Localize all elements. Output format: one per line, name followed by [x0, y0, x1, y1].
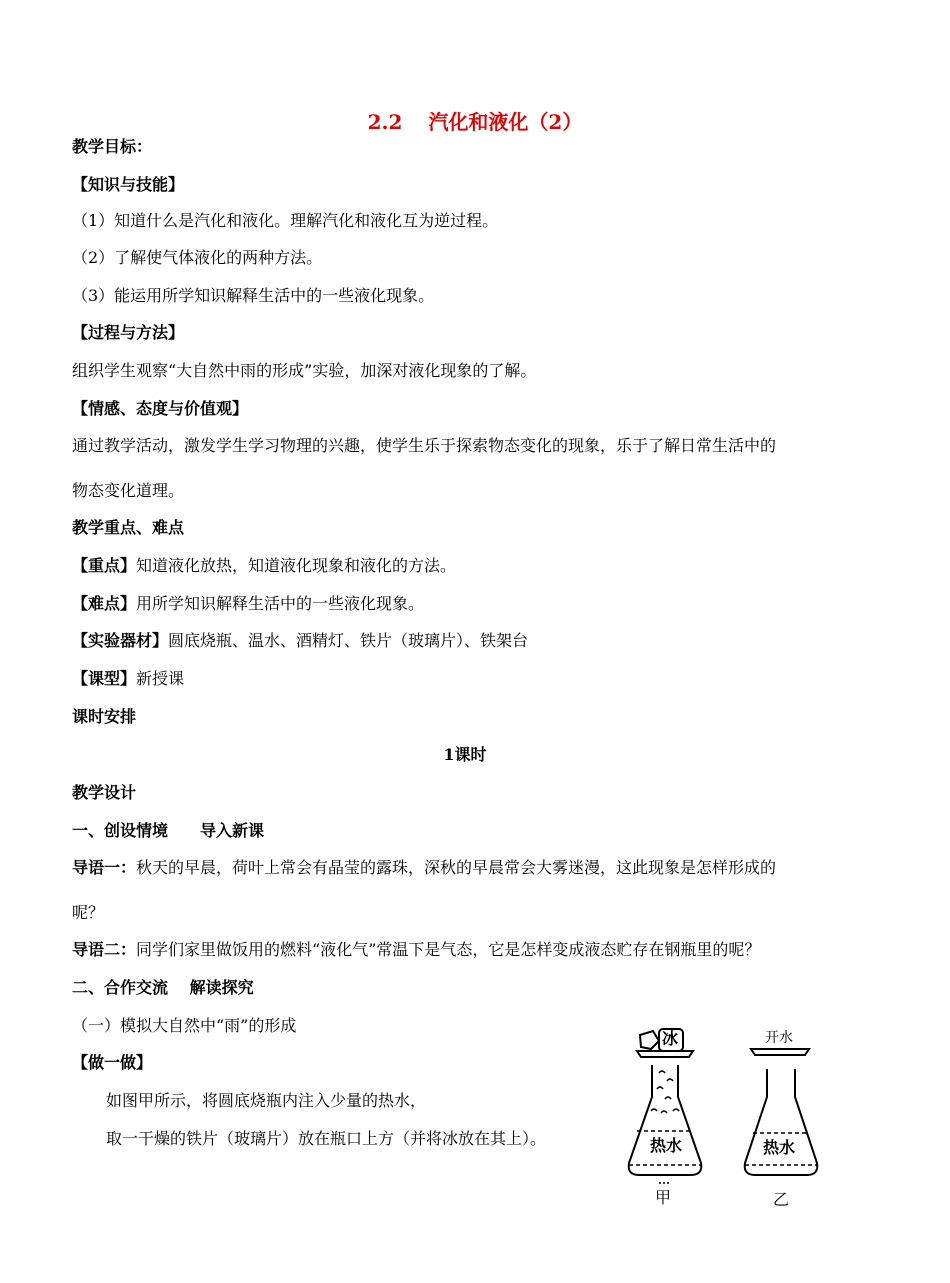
equipment-text: 圆底烧瓶、温水、酒精灯、铁片（玻璃片）、铁架台 — [168, 631, 529, 650]
difficulty-row — [72, 593, 424, 615]
flask-b-liquid-label: 热水 — [763, 1138, 796, 1157]
focus-row — [72, 555, 456, 577]
equipment-label: 【实验器材】 — [72, 631, 169, 650]
section-1-heading: 一、创设情境 导入新课 — [72, 821, 265, 840]
flask-b-top-label: 开水 — [765, 1030, 793, 1046]
difficulty-label: 【难点】 — [72, 594, 137, 613]
knowledge-heading: 【知识与技能】 — [72, 175, 185, 194]
title-text: 汽化和液化（2） — [428, 110, 583, 134]
intro-2-row — [72, 939, 760, 961]
objectives-heading: 教学目标： — [72, 137, 153, 156]
title-number: 2.2 — [367, 110, 403, 134]
flask-a-body — [629, 1065, 702, 1175]
equipment-row — [72, 630, 528, 652]
flask-b-caption: 乙 — [773, 1190, 790, 1209]
ice-block — [640, 1031, 659, 1049]
section-2-heading: 二、合作交流 解读探究 — [72, 978, 254, 997]
do-heading: 【做一做】 — [72, 1053, 153, 1072]
intro-1-label: 导语一： — [72, 858, 137, 877]
type-label: 【课型】 — [72, 669, 137, 688]
intro-2-text: 同学们家里做饭用的燃料“液化气”常温下是气态，它是怎样变成液态贮存在钢瓶里的呢？ — [136, 940, 761, 959]
key-points-heading: 教学重点、难点 — [72, 518, 185, 537]
knowledge-item-2: （2）了解使气体液化的两种方法。 — [72, 248, 323, 267]
flask-a — [629, 1029, 702, 1183]
do-line-2: 取一干燥的铁片（玻璃片）放在瓶口上方（并将冰放在其上）。 — [106, 1129, 547, 1148]
emotion-heading: 【情感、态度与价值观】 — [72, 399, 249, 418]
flasks-illustration — [615, 1025, 835, 1215]
design-heading: 教学设计 — [72, 783, 137, 802]
flask-a-caption: 甲 — [655, 1188, 672, 1207]
subsection-1: （一）模拟大自然中“雨”的形成 — [72, 1016, 297, 1035]
boiling-water-plate — [751, 1049, 809, 1055]
flask-a-top-label: 冰 — [662, 1029, 679, 1048]
process-heading: 【过程与方法】 — [72, 323, 185, 342]
emotion-text-line2: 物态变化道理。 — [72, 481, 185, 500]
schedule-heading: 课时安排 — [72, 707, 137, 726]
knowledge-item-3: （3）能运用所学知识解释生活中的一些液化现象。 — [72, 286, 435, 305]
emotion-text-line1: 通过教学活动，激发学生学习物理的兴趣，使学生乐于探索物态变化的现象，乐于了解日常生活中的 — [72, 436, 777, 455]
do-line-1: 如图甲所示，将圆底烧瓶内注入少量的热水， — [106, 1091, 427, 1110]
flask-a-liquid-label: 热水 — [650, 1136, 683, 1155]
intro-1-text: 秋天的早晨，荷叶上常会有晶莹的露珠，深秋的早晨常会大雾迷漫，这此现象是怎样形成的 — [136, 858, 777, 877]
focus-label: 【重点】 — [72, 556, 137, 575]
focus-text: 知道液化放热，知道液化现象和液化的方法。 — [136, 556, 457, 575]
intro-1-row — [72, 857, 776, 879]
page-title — [0, 106, 950, 135]
type-text: 新授课 — [136, 669, 185, 688]
schedule-value: 1课时 — [443, 745, 487, 764]
type-row — [72, 668, 184, 690]
process-text: 组织学生观察“大自然中雨的形成”实验，加深对液化现象的了解。 — [72, 361, 537, 380]
experiment-figure — [615, 1025, 835, 1215]
difficulty-text: 用所学知识解释生活中的一些液化现象。 — [136, 594, 425, 613]
flask-b-body — [745, 1069, 818, 1175]
intro-1-line2: 呢？ — [72, 903, 105, 922]
iron-plate — [637, 1051, 693, 1057]
knowledge-item-1: （1）知道什么是汽化和液化。理解汽化和液化互为逆过程。 — [72, 211, 499, 230]
intro-2-label: 导语二： — [72, 940, 137, 959]
